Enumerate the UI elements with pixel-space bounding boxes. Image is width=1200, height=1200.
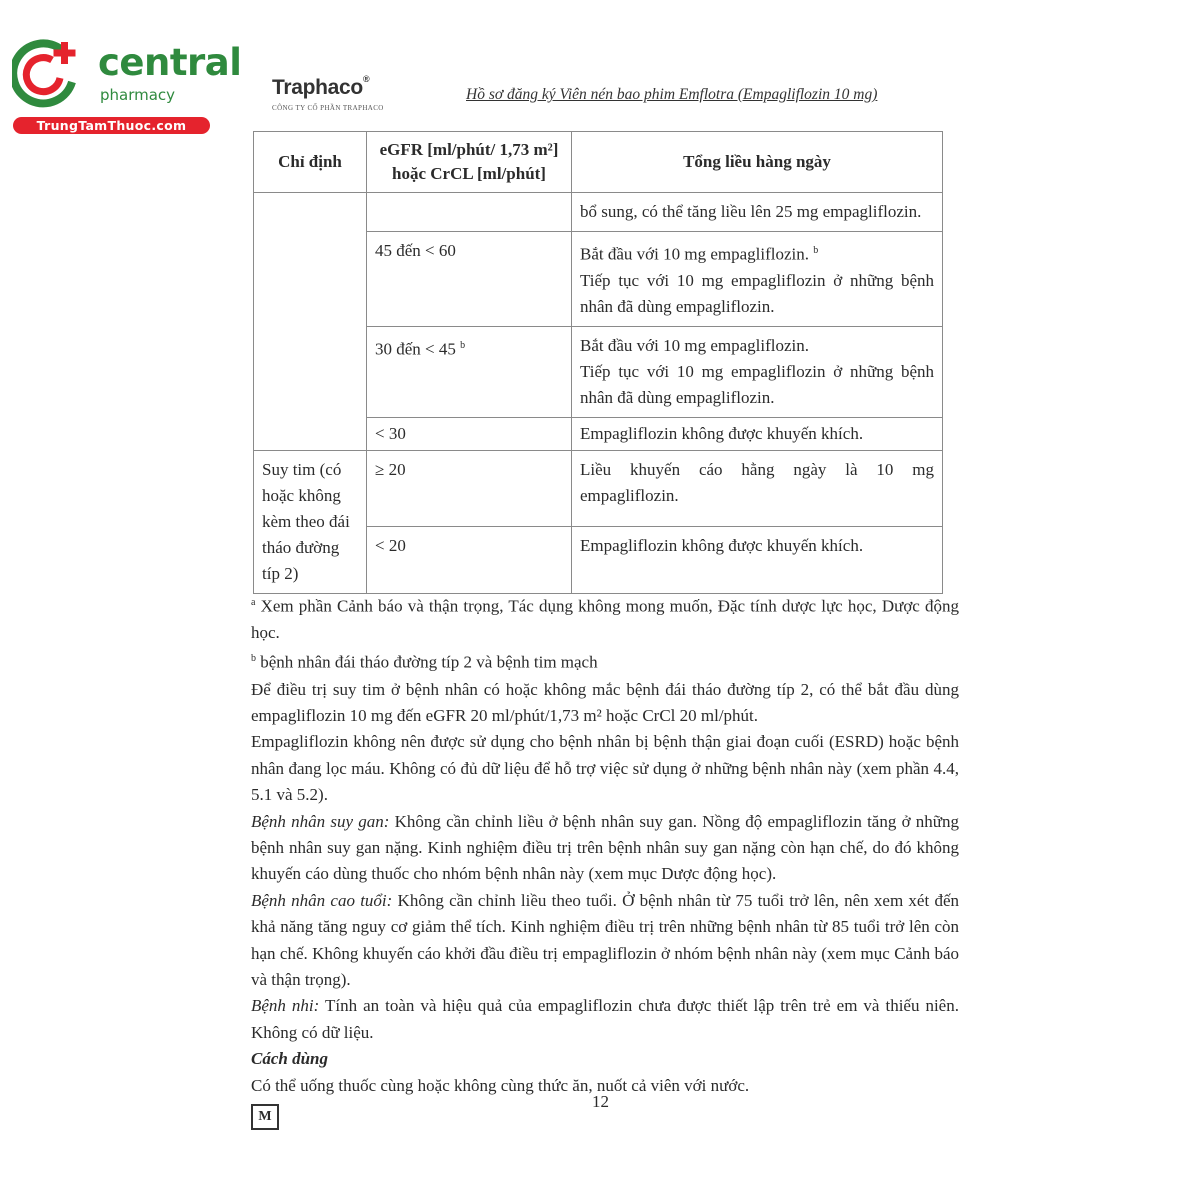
egfr-cell [367, 193, 572, 232]
egfr-cell: < 30 [367, 417, 572, 450]
paragraph-label: Bệnh nhân cao tuổi: [251, 890, 393, 910]
m-mark-box: M [251, 1104, 279, 1130]
dose-line: Bắt đầu với 10 mg empagliflozin. [580, 335, 810, 355]
paragraph-hepatic [251, 809, 959, 888]
footnote-ref: b [460, 339, 466, 351]
dose-cell [572, 326, 943, 417]
indication-cell [254, 193, 367, 451]
traphaco-brand [272, 76, 369, 100]
logo-subtitle: pharmacy [100, 86, 176, 104]
footnote-mark: a [251, 597, 256, 608]
dosage-table [253, 131, 943, 594]
dose-cell: bổ sung, có thể tăng liều lên 25 mg empagliflozin. [572, 193, 943, 232]
paragraph-text: Tính an toàn và hiệu quả của empagliflozin chưa được thiết lập trên trẻ em và thiếu niên. Không có dữ liệu. [251, 996, 959, 1042]
company-name: CÔNG TY CỔ PHẦN TRAPHACO [272, 104, 384, 112]
dose-cell [572, 232, 943, 327]
paragraph-label: Bệnh nhân suy gan: [251, 811, 390, 831]
footnote-mark: b [251, 653, 256, 665]
table-row [254, 193, 943, 232]
header-indication: Chỉ định [254, 132, 367, 193]
footnote-text: Xem phần Cảnh báo và thận trọng, Tác dụng không mong muốn, Đặc tính dược lực học, Dược động học. [251, 596, 960, 643]
logo-wordmark: central [98, 41, 242, 84]
egfr-cell: < 20 [367, 526, 572, 593]
footnote-text: bệnh nhân đái tháo đường típ 2 và bệnh tim mạch [260, 653, 598, 673]
logo-website-badge: TrungTamThuoc.com [13, 117, 210, 134]
paragraph-heart-failure: Để điều trị suy tim ở bệnh nhân có hoặc không mắc bệnh đái tháo đường típ 2, có thể bắt đầu dùng empagliflozin 10 mg đến eGFR 20 ml/phút/1,73 m² hoặc CrCl 20 ml/phút. [251, 679, 959, 725]
egfr-text: 30 đến < 45 [375, 339, 456, 359]
table-row [254, 450, 943, 526]
dose-line: Tiếp tục với 10 mg empagliflozin ở những bệnh nhân đã dùng empagliflozin. [580, 361, 934, 407]
egfr-cell [367, 326, 572, 417]
registered-mark: ® [362, 74, 370, 84]
footnote-a [251, 590, 959, 646]
brand-name: Traphaco [272, 76, 363, 99]
dose-line: Tiếp tục với 10 mg empagliflozin ở những bệnh nhân đã dùng empagliflozin. [580, 270, 934, 316]
table-header-row [254, 132, 943, 193]
footnote-ref: b [813, 245, 819, 256]
header-egfr: eGFR [ml/phút/ 1,73 m²] hoặc CrCL [ml/phút] [367, 132, 572, 193]
header-daily-dose: Tổng liều hàng ngày [572, 132, 943, 193]
paragraph-text: Không cần chỉnh liều theo tuổi. Ở bệnh nhân từ 75 tuổi trở lên, nên xem xét đến khả năng tăng nguy cơ giảm thể tích. Kinh nghiệm điều trị trên những bệnh nhân từ 85 tuổi trở lên còn hạn chế. Không khuyến cáo khởi đầu điều trị empagliflozin ở nhóm bệnh nhân này (xem mục Cảnh báo và thận trọng). [251, 890, 959, 989]
egfr-cell: ≥ 20 [367, 450, 572, 526]
section-heading-administration: Cách dùng [251, 1049, 328, 1069]
paragraph-elderly [251, 888, 959, 994]
indication-cell: Suy tim (có hoặc không kèm theo đái tháo đường típ 2) [254, 450, 367, 593]
paragraph-text: Không cần chỉnh liều ở bệnh nhân suy gan. Nồng độ empagliflozin tăng ở những bệnh nhân suy gan nặng. Kinh nghiệm điều trị trên bệnh nhân suy gan nặng còn hạn chế, do đó không khuyến cáo dùng thuốc cho nhóm bệnh nhân này (xem mục Dược động học). [251, 811, 959, 884]
footnote-b [251, 646, 959, 676]
egfr-cell: 45 đến < 60 [367, 232, 572, 327]
dose-cell: Liều khuyến cáo hằng ngày là 10 mg empagliflozin. [572, 450, 943, 526]
document-title: Hồ sơ đăng ký Viên nén bao phim Emflotra (Empagliflozin 10 mg) [466, 86, 878, 103]
central-pharmacy-logo [10, 38, 242, 138]
dose-text: Bắt đầu với 10 mg empagliflozin. [580, 244, 810, 264]
paragraph-pediatric [251, 993, 959, 1046]
pharmacy-cross-logo-icon [12, 38, 82, 108]
page-number: 12 [592, 1092, 609, 1111]
paragraph-administration: Có thể uống thuốc cùng hoặc không cùng thức ăn, nuốt cả viên với nước. [251, 1075, 750, 1095]
dose-cell: Empagliflozin không được khuyến khích. [572, 526, 943, 593]
paragraph-label: Bệnh nhi: [251, 996, 320, 1016]
dose-line [580, 238, 934, 268]
paragraph-esrd: Empagliflozin không nên được sử dụng cho bệnh nhân bị bệnh thận giai đoạn cuối (ESRD) hoặc bệnh nhân đang lọc máu. Không có đủ dữ liệu để hỗ trợ việc sử dụng ở những bệnh nhân này (xem phần 4.4, 5.1 và 5.2). [251, 732, 959, 805]
dose-cell: Empagliflozin không được khuyến khích. [572, 417, 943, 450]
document-body [251, 590, 959, 1099]
